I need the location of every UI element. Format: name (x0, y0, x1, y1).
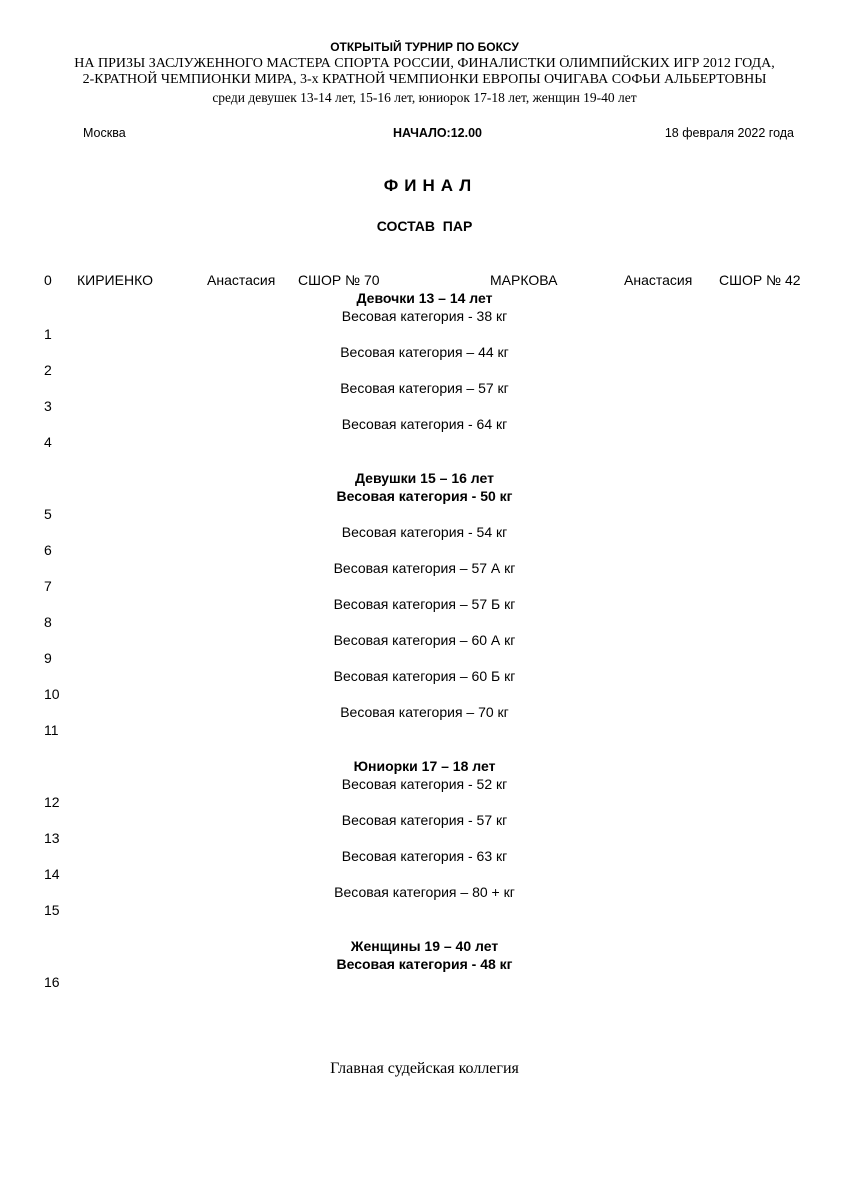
row-number: 1 (44, 326, 52, 342)
weight-category: Весовая категория - 64 кг (341, 416, 508, 432)
weight-category: Весовая категория - 48 кг (336, 956, 513, 972)
group-heading: Девушки 15 – 16 лет (355, 470, 494, 486)
right-boxer-surname: МАРКОВА (490, 272, 558, 288)
page-subtitle: СОСТАВ ПАР (376, 218, 473, 234)
event-date: 18 февраля 2022 года (664, 126, 794, 140)
weight-category: Весовая категория - 38 кг (341, 308, 508, 324)
page-title: ФИНАЛ (383, 176, 478, 195)
right-boxer-name: Анастасия (624, 272, 693, 288)
row-number: 4 (44, 434, 52, 450)
row-number: 14 (44, 866, 60, 882)
row-number: 13 (44, 830, 60, 846)
row-number: 0 (44, 272, 52, 288)
weight-category: Весовая категория – 70 кг (340, 704, 509, 720)
row-number: 5 (44, 506, 52, 522)
weight-category: Весовая категория – 60 Б кг (333, 668, 516, 684)
weight-category: Весовая категория – 80 + кг (334, 884, 515, 900)
weight-category: Весовая категория - 52 кг (341, 776, 508, 792)
weight-category: Весовая категория – 57 Б кг (333, 596, 516, 612)
row-number: 3 (44, 398, 52, 414)
weight-category: Весовая категория - 57 кг (341, 812, 508, 828)
row-number: 10 (44, 686, 60, 702)
row-number: 7 (44, 578, 52, 594)
weight-category: Весовая категория – 44 кг (340, 344, 509, 360)
weight-category: Весовая категория – 60 А кг (333, 632, 516, 648)
row-number: 8 (44, 614, 52, 630)
left-boxer-name: Анастасия (207, 272, 276, 288)
right-boxer-club: СШОР № 42 (719, 272, 801, 288)
row-number: 16 (44, 974, 60, 990)
tournament-subtitle-line2: 2-КРАТНОЙ ЧЕМПИОНКИ МИРА, 3-х КРАТНОЙ ЧЕМПИОНКИ ЕВРОПЫ ОЧИГАВА СОФЬИ АЛЬБЕРТОВНЫ (82, 72, 767, 87)
group-heading: Юниорки 17 – 18 лет (353, 758, 496, 774)
tournament-categories: среди девушек 13-14 лет, 15-16 лет, юниорок 17-18 лет, женщин 19-40 лет (212, 90, 637, 105)
row-number: 12 (44, 794, 60, 810)
footer-signature: Главная судейская коллегия (330, 1060, 519, 1077)
row-number: 9 (44, 650, 52, 666)
tournament-title: ОТКРЫТЫЙ ТУРНИР ПО БОКСУ (330, 40, 519, 54)
row-number: 2 (44, 362, 52, 378)
weight-category: Весовая категория – 57 А кг (333, 560, 516, 576)
tournament-subtitle-line1: НА ПРИЗЫ ЗАСЛУЖЕННОГО МАСТЕРА СПОРТА РОССИИ, ФИНАЛИСТКИ ОЛИМПИЙСКИХ ИГР 2012 ГОДА, (74, 56, 775, 71)
weight-category: Весовая категория - 50 кг (336, 488, 513, 504)
weight-category: Весовая категория – 57 кг (340, 380, 509, 396)
row-number: 11 (44, 722, 59, 738)
weight-category: Весовая категория - 54 кг (341, 524, 508, 540)
group-heading: Девочки 13 – 14 лет (356, 290, 493, 306)
group-heading: Женщины 19 – 40 лет (350, 938, 499, 954)
city: Москва (83, 126, 126, 140)
row-number: 6 (44, 542, 52, 558)
start-time: НАЧАЛО:12.00 (393, 126, 483, 140)
row-number: 15 (44, 902, 60, 918)
weight-category: Весовая категория - 63 кг (341, 848, 508, 864)
left-boxer-club: СШОР № 70 (298, 272, 380, 288)
left-boxer-surname: КИРИЕНКО (77, 272, 153, 288)
